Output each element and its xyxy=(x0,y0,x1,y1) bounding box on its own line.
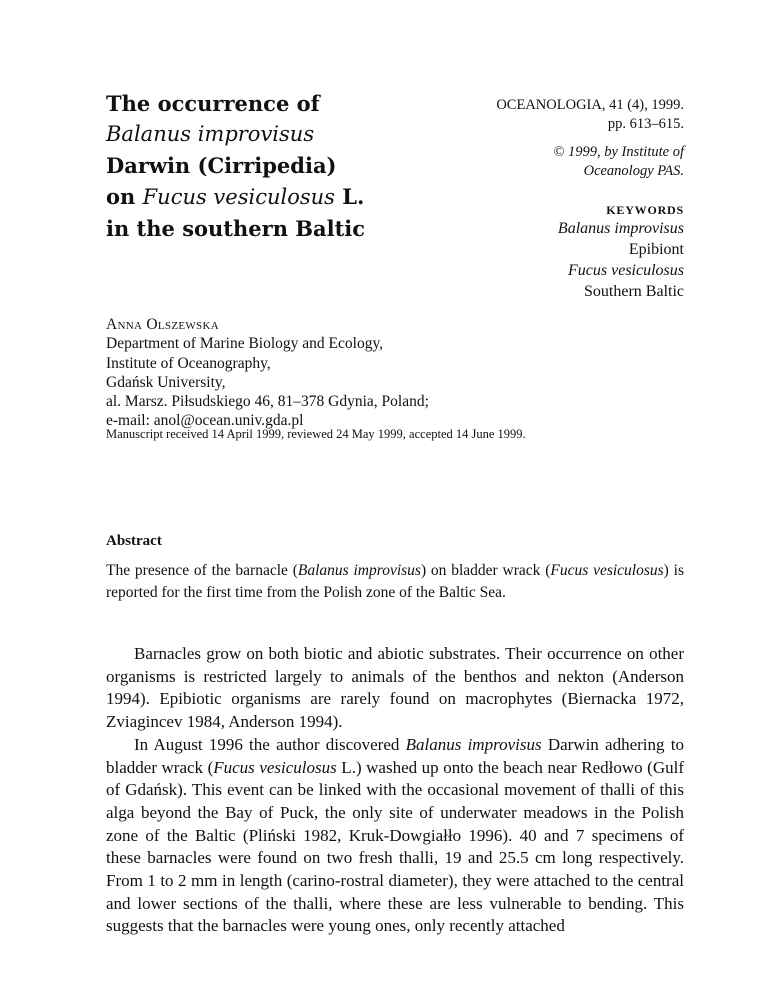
species-name: Balanus improvisus xyxy=(405,734,542,754)
keyword-item: Epibiont xyxy=(628,241,684,258)
keywords-heading: KEYWORDS xyxy=(606,203,684,217)
copyright-line-1: © 1999, by Institute of xyxy=(553,144,684,160)
affiliation-line: Institute of Oceanography, xyxy=(106,354,271,372)
keyword-item: Fucus vesiculosus xyxy=(568,262,684,279)
body-paragraph-1: Barnacles grow on both biotic and abiotic substrates. Their occurrence on other organisms is restricted largely to animals of the benthos and nekton (Anderson 1994). Epibiotic organisms are rarely found on macrophytes (Biernacka 1972, Zviagincev 1984, Anderson 1994). xyxy=(106,644,684,732)
abstract-text-part: ) is reported for the first time from the Polish zone of the Baltic Sea. xyxy=(106,562,684,601)
copyright-line-2: Oceanology PAS. xyxy=(583,163,684,179)
species-name: Fucus vesiculosus xyxy=(213,757,337,777)
keywords-list xyxy=(384,218,684,302)
manuscript-dates: Manuscript received 14 April 1999, reviewed 24 May 1999, accepted 14 June 1999. xyxy=(106,427,526,441)
keyword-item: Southern Baltic xyxy=(584,283,684,300)
title-line-5: in the southern Baltic xyxy=(106,216,366,241)
title-line-3: Darwin (Cirripedia) xyxy=(106,153,337,178)
title-line-2: Balanus improvisus xyxy=(106,122,315,146)
copyright-notice xyxy=(384,143,684,181)
author-block xyxy=(106,315,666,431)
body-paragraph-2 xyxy=(106,734,684,938)
abstract-text-part: The presence of the barnacle ( xyxy=(106,562,298,579)
body-text-part: In August 1996 the author discovered xyxy=(134,734,406,754)
title-line-4-species: Fucus vesiculosus xyxy=(142,185,335,209)
species-name: Balanus improvisus xyxy=(297,562,421,579)
journal-pages: pp. 613–615. xyxy=(607,116,684,132)
species-name: Fucus vesiculosus xyxy=(550,562,664,579)
affiliation-line: al. Marsz. Piłsudskiego 46, 81–378 Gdynia, Poland; xyxy=(106,393,429,411)
abstract-heading: Abstract xyxy=(106,533,162,549)
author-email: e-mail: anol@ocean.univ.gda.pl xyxy=(106,412,304,430)
keyword-item: Balanus improvisus xyxy=(557,220,684,237)
paper-title xyxy=(106,88,406,244)
abstract-text-part: ) on bladder wrack ( xyxy=(420,562,551,579)
body-text-part: L.) washed up onto the beach near Redłowo (Gulf of Gdańsk). This event can be linked with the occasional movement of thalli of this alga beyond the Bay of Puck, the only site of underwater meadows in the Polish zone of the Baltic (Pliński 1982, Kruk-Dowgiałło 1996). 40 and 7 specimens of these barnacles were found on two fresh thalli, 19 and 25.5 cm long respectively. From 1 to 2 mm in length (carino-rostral diameter), they were attached to the central and lower sections of the thalli, where these are less vulnerable to bending. This suggests that the barnacles were young ones, only recently attached xyxy=(106,757,684,936)
title-line-4-suffix: L. xyxy=(334,184,365,209)
body-text-part: Darwin adhering to bladder wrack ( xyxy=(106,734,684,777)
body-text xyxy=(106,643,684,938)
affiliation-line: Gdańsk University, xyxy=(106,373,226,391)
title-line-4 xyxy=(106,181,406,213)
title-line-1: The occurrence of xyxy=(106,91,320,116)
journal-name-volume: OCEANOLOGIA, 41 (4), 1999. xyxy=(496,97,684,113)
affiliation-line: Department of Marine Biology and Ecology, xyxy=(106,335,384,353)
abstract-text xyxy=(106,560,684,603)
journal-citation xyxy=(384,96,684,134)
author-name: Anna Olszewska xyxy=(106,316,219,333)
title-line-4-prefix: on xyxy=(106,184,143,209)
